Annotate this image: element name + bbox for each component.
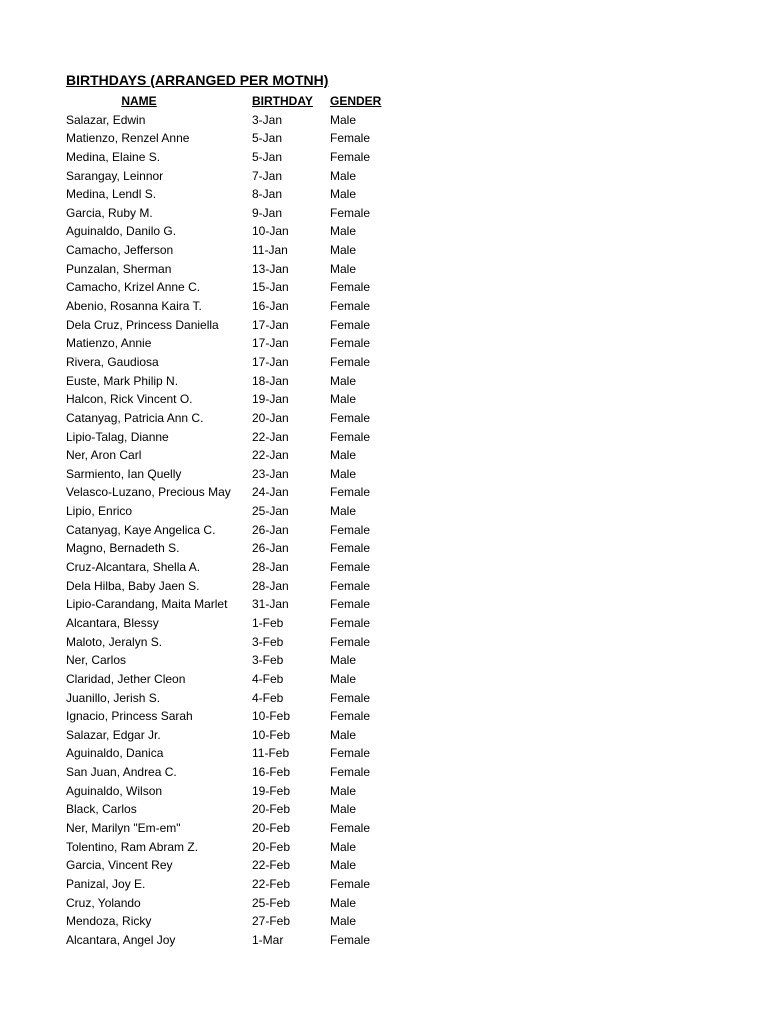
row-name: Ner, Aron Carl [66, 448, 142, 463]
row-birthday: 9-Jan [252, 205, 283, 220]
row-birthday: 4-Feb [252, 671, 284, 686]
row-gender: Female [330, 746, 371, 761]
row-name: Lipio-Talag, Dianne [66, 429, 169, 444]
row-gender: Female [330, 205, 371, 220]
row-gender: Male [330, 448, 357, 463]
row-gender: Female [330, 429, 371, 444]
table-row [66, 931, 406, 950]
table-row [66, 204, 406, 223]
row-gender: Male [330, 168, 357, 183]
row-gender: Male [330, 858, 357, 873]
row-name: Medina, Lendl S. [66, 187, 157, 202]
table-row [66, 558, 406, 577]
table-row [66, 577, 406, 596]
table-row [66, 483, 406, 502]
row-birthday: 17-Jan [252, 354, 289, 369]
row-gender: Male [330, 466, 357, 481]
row-birthday: 10-Jan [252, 224, 289, 239]
row-name: Abenio, Rosanna Kaira T. [66, 299, 202, 314]
row-name: Cruz, Yolando [66, 895, 141, 910]
row-birthday: 5-Jan [252, 149, 283, 164]
row-birthday: 22-Feb [252, 876, 291, 891]
row-gender: Male [330, 839, 357, 854]
table-row [66, 129, 406, 148]
row-birthday: 11-Feb [252, 746, 290, 761]
row-gender: Male [330, 895, 357, 910]
table-row [66, 278, 406, 297]
row-gender: Female [330, 765, 371, 780]
row-name: Panizal, Joy E. [66, 876, 146, 891]
row-name: Sarmiento, Ian Quelly [66, 466, 182, 481]
row-gender: Female [330, 280, 371, 295]
row-gender: Male [330, 261, 357, 276]
row-birthday: 22-Feb [252, 858, 291, 873]
table-row [66, 614, 406, 633]
row-gender: Female [330, 541, 371, 556]
row-name: Dela Hilba, Baby Jaen S. [66, 578, 200, 593]
row-gender: Male [330, 224, 357, 239]
header-name: NAME [121, 94, 157, 108]
table-row [66, 763, 406, 782]
row-name: Black, Carlos [66, 802, 137, 817]
table-row [66, 167, 406, 186]
table-row [66, 428, 406, 447]
table-row [66, 838, 406, 857]
row-gender: Female [330, 299, 371, 314]
row-birthday: 17-Jan [252, 336, 289, 351]
table-row [66, 726, 406, 745]
row-name: Catanyag, Kaye Angelica C. [66, 522, 216, 537]
header-gender: GENDER [330, 94, 382, 108]
table-row [66, 670, 406, 689]
row-name: Aguinaldo, Danica [66, 746, 164, 761]
table-row [66, 390, 406, 409]
row-name: Camacho, Krizel Anne C. [66, 280, 201, 295]
row-birthday: 1-Mar [252, 932, 284, 947]
table-row [66, 260, 406, 279]
row-name: Camacho, Jefferson [66, 243, 174, 258]
table-row [66, 689, 406, 708]
row-name: Salazar, Edgar Jr. [66, 727, 161, 742]
row-gender: Male [330, 914, 357, 929]
row-birthday: 20-Jan [252, 410, 289, 425]
row-birthday: 4-Feb [252, 690, 284, 705]
table-body [66, 111, 406, 950]
row-birthday: 13-Jan [252, 261, 289, 276]
table-row [66, 372, 406, 391]
table-row [66, 856, 406, 875]
row-birthday: 31-Jan [252, 597, 289, 612]
row-birthday: 1-Feb [252, 615, 284, 630]
row-gender: Male [330, 802, 357, 817]
row-birthday: 3-Feb [252, 653, 284, 668]
table-row [66, 446, 406, 465]
row-birthday: 22-Jan [252, 448, 289, 463]
row-name: Lipio-Carandang, Maita Marlet [66, 597, 228, 612]
row-name: Ner, Marilyn "Em-em" [66, 820, 181, 835]
row-gender: Female [330, 876, 371, 891]
row-birthday: 26-Jan [252, 522, 289, 537]
page-title: BIRTHDAYS (ARRANGED PER MOTNH) [66, 72, 329, 88]
table-row [66, 595, 406, 614]
row-name: Sarangay, Leinnor [66, 168, 164, 183]
row-birthday: 28-Jan [252, 578, 289, 593]
row-birthday: 26-Jan [252, 541, 289, 556]
table-row [66, 782, 406, 801]
row-birthday: 17-Jan [252, 317, 289, 332]
table-row [66, 819, 406, 838]
row-birthday: 10-Feb [252, 727, 291, 742]
row-birthday: 7-Jan [252, 168, 283, 183]
table-row [66, 409, 406, 428]
row-gender: Male [330, 373, 357, 388]
row-gender: Male [330, 504, 357, 519]
table-row [66, 912, 406, 931]
row-gender: Female [330, 932, 371, 947]
row-gender: Female [330, 354, 371, 369]
row-gender: Female [330, 485, 371, 500]
row-gender: Female [330, 615, 371, 630]
row-gender: Male [330, 727, 357, 742]
table-row [66, 241, 406, 260]
row-name: Tolentino, Ram Abram Z. [66, 839, 199, 854]
row-gender: Male [330, 112, 357, 127]
row-gender: Male [330, 243, 357, 258]
row-name: Matienzo, Annie [66, 336, 152, 351]
row-name: Alcantara, Blessy [66, 615, 159, 630]
table-row [66, 111, 406, 130]
row-birthday: 20-Feb [252, 839, 291, 854]
row-birthday: 16-Feb [252, 765, 291, 780]
row-birthday: 25-Feb [252, 895, 291, 910]
table-row [66, 148, 406, 167]
row-gender: Female [330, 709, 371, 724]
row-birthday: 23-Jan [252, 466, 289, 481]
table-row [66, 707, 406, 726]
row-gender: Female [330, 560, 371, 575]
row-name: Claridad, Jether Cleon [66, 671, 186, 686]
row-gender: Female [330, 522, 371, 537]
row-name: Catanyag, Patricia Ann C. [66, 410, 204, 425]
row-name: Alcantara, Angel Joy [66, 932, 176, 947]
table-row [66, 222, 406, 241]
row-birthday: 11-Jan [252, 243, 288, 258]
row-name: Juanillo, Jerish S. [66, 690, 161, 705]
row-name: Euste, Mark Philip N. [66, 373, 179, 388]
row-name: Magno, Bernadeth S. [66, 541, 180, 556]
row-name: Aguinaldo, Danilo G. [66, 224, 177, 239]
row-name: Mendoza, Ricky [66, 914, 152, 929]
row-name: Aguinaldo, Wilson [66, 783, 163, 798]
table-row [66, 894, 406, 913]
row-birthday: 10-Feb [252, 709, 291, 724]
row-birthday: 20-Feb [252, 802, 291, 817]
row-birthday: 28-Jan [252, 560, 289, 575]
row-gender: Female [330, 317, 371, 332]
row-name: Matienzo, Renzel Anne [66, 131, 190, 146]
row-gender: Female [330, 820, 371, 835]
row-name: Punzalan, Sherman [66, 261, 172, 276]
row-birthday: 3-Feb [252, 634, 284, 649]
table-row [66, 297, 406, 316]
table-header [66, 92, 406, 111]
row-birthday: 19-Feb [252, 783, 291, 798]
table-row [66, 334, 406, 353]
table-row [66, 465, 406, 484]
row-gender: Male [330, 392, 357, 407]
table-row [66, 521, 406, 540]
row-birthday: 20-Feb [252, 820, 291, 835]
table-row [66, 502, 406, 521]
row-name: Medina, Elaine S. [66, 149, 161, 164]
row-gender: Male [330, 653, 357, 668]
row-name: Velasco-Luzano, Precious May [66, 485, 231, 500]
row-gender: Male [330, 783, 357, 798]
table-row [66, 316, 406, 335]
table-row [66, 651, 406, 670]
row-gender: Female [330, 634, 371, 649]
table-row [66, 875, 406, 894]
row-name: Garcia, Vincent Rey [66, 858, 173, 873]
row-birthday: 19-Jan [252, 392, 289, 407]
row-gender: Female [330, 149, 371, 164]
row-gender: Female [330, 336, 371, 351]
row-birthday: 8-Jan [252, 187, 283, 202]
table-row [66, 633, 406, 652]
row-gender: Female [330, 410, 371, 425]
row-name: Halcon, Rick Vincent O. [66, 392, 193, 407]
row-gender: Female [330, 690, 371, 705]
row-birthday: 25-Jan [252, 504, 289, 519]
row-name: Cruz-Alcantara, Shella A. [66, 560, 201, 575]
table-row [66, 353, 406, 372]
header-birthday: BIRTHDAY [252, 94, 313, 108]
row-gender: Female [330, 131, 371, 146]
row-name: Maloto, Jeralyn S. [66, 634, 163, 649]
row-name: San Juan, Andrea C. [66, 765, 177, 780]
table-row [66, 539, 406, 558]
row-birthday: 15-Jan [252, 280, 289, 295]
row-name: Dela Cruz, Princess Daniella [66, 317, 219, 332]
row-name: Lipio, Enrico [66, 504, 133, 519]
row-birthday: 18-Jan [252, 373, 289, 388]
row-birthday: 3-Jan [252, 112, 283, 127]
row-birthday: 24-Jan [252, 485, 289, 500]
birthday-table [66, 92, 406, 949]
table-row [66, 800, 406, 819]
table-row [66, 185, 406, 204]
row-name: Rivera, Gaudiosa [66, 354, 159, 369]
row-birthday: 22-Jan [252, 429, 289, 444]
row-name: Ignacio, Princess Sarah [66, 709, 193, 724]
row-gender: Female [330, 578, 371, 593]
row-gender: Male [330, 671, 357, 686]
row-birthday: 16-Jan [252, 299, 289, 314]
row-gender: Male [330, 187, 357, 202]
row-birthday: 27-Feb [252, 914, 291, 929]
row-name: Salazar, Edwin [66, 112, 146, 127]
row-birthday: 5-Jan [252, 131, 283, 146]
row-gender: Female [330, 597, 371, 612]
row-name: Garcia, Ruby M. [66, 205, 153, 220]
table-row [66, 744, 406, 763]
row-name: Ner, Carlos [66, 653, 127, 668]
